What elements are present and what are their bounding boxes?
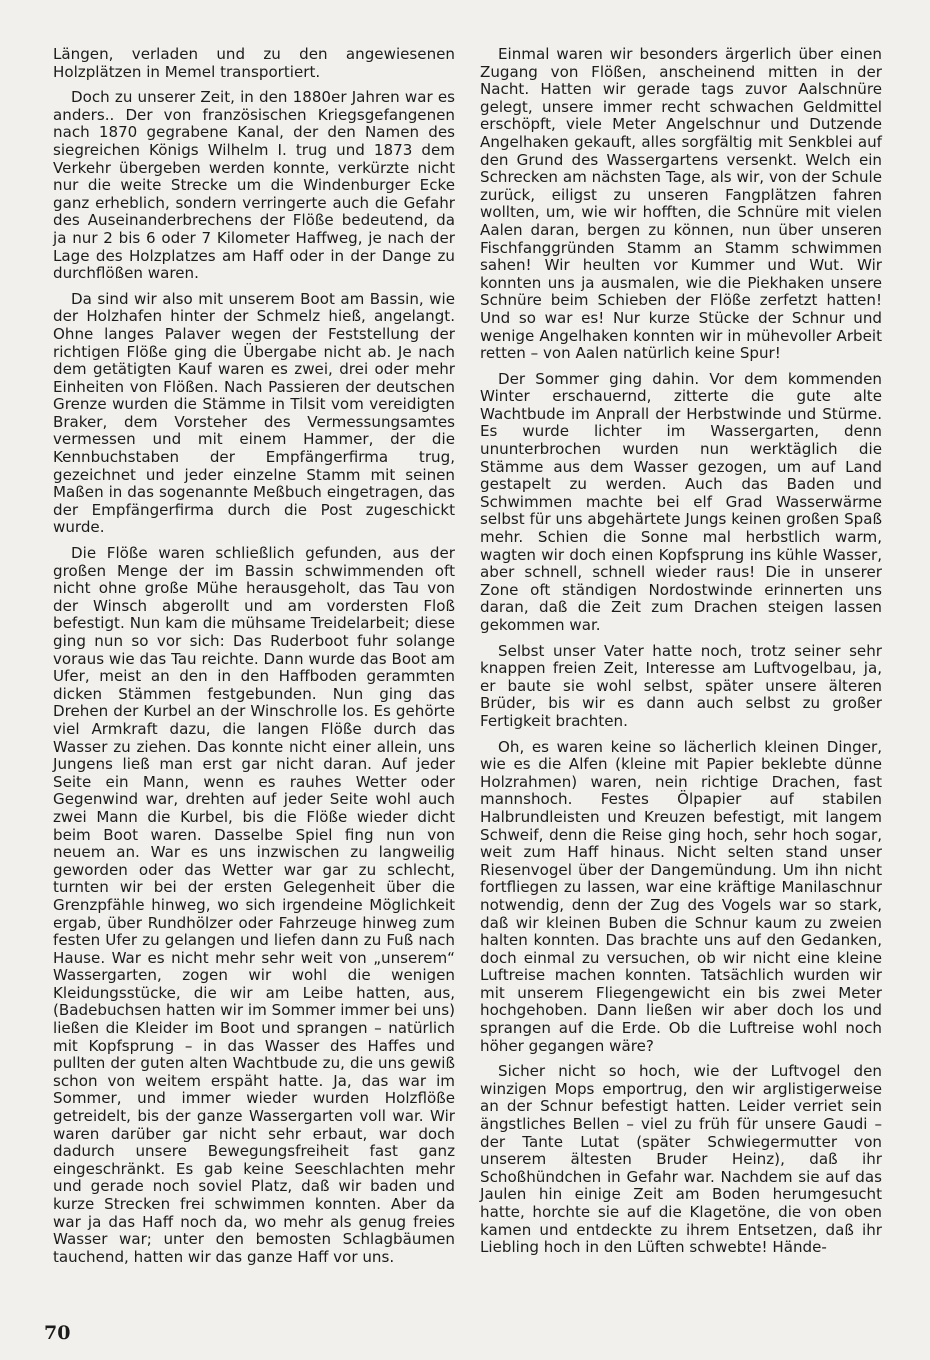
- right-column: [480, 46, 882, 1265]
- paragraph: Da sind wir also mit unserem Boot am Bassin, wie der Holzhafen hinter der Schmelz hieß, angelangt. Ohne langes Palaver wegen der Feststellung der richtigen Flöße ging die Übergabe nicht ab. Je nach dem getätigten Kauf waren es zwei, drei oder mehr Einheiten von Flößen. Nach Passieren der deutschen Grenze wurden die Stämme in Tilsit vom vereidigten Braker, dem Vorsteher des Vermessungsamtes vermessen und mit einem Hammer, der die Kennbuchstaben der Empfängerfirma trug, gezeichnet und jeder einzelne Stamm mit seinen Maßen in das sogenannte Meßbuch eingetragen, das der Empfängerfirma durch die Post zugeschickt wurde.: [53, 289, 455, 537]
- paragraph: Doch zu unserer Zeit, in den 1880er Jahren war es anders.. Der von französischen Kriegsgefangenen nach 1870 gegrabene Kanal, der den Namen des siegreichen Königs Wilhelm I. trug und 1873 dem Verkehr übergeben werden konnte, verkürzte nicht nur die weite Strecke um die Windenburger Ecke ganz erheblich, sondern verringerte auch die Gefahr des Auseinanderbrechens der Flöße bedeutend, da ja nur 2 bis 6 oder 7 Kilometer Haffweg, je nach der Lage des Holzplatzes am Haff oder in der Dange zu durchflößen waren.: [53, 88, 455, 283]
- paragraph: Die Flöße waren schließlich gefunden, aus der großen Menge der im Bassin schwimmenden oft nicht ohne große Mühe herausgeholt, das Tau von der Winsch abgerollt und am vordersten Floß befestigt. Nun kam die mühsame Treidelarbeit; diese ging nun so vor sich: Das Ruderboot fuhr solange voraus wie das Tau reichte. Dann wurde das Boot am Ufer, meist an den in den Haffboden gerammten dicken Stämmen festgebunden. Nun ging das Drehen der Kurbel an der Winschrolle los. Es gehörte viel Armkraft dazu, die langen Flöße durch das Wasser zu ziehen. Das konnte nicht einer allein, uns Jungens ließ man erst gar nicht daran. Auf jeder Seite ein Mann, wenn es rauhes Wetter oder Gegenwind war, drehten auf jeder Seite wohl auch zwei Mann die Kurbel, bis die Flöße wieder dicht beim Boot waren. Dasselbe Spiel fing nun von neuem an. War es uns inzwischen zu langweilig geworden oder das Wetter war gar zu schlecht, turnten wir bei der ersten Gelegenheit über die Grenzpfähle hinweg, wo sich irgendeine Möglichkeit ergab, über Rundhölzer oder Fahrzeuge hinweg zum festen Ufer zu gelangen und liefen dann zu Fuß nach Hause. War es nicht mehr sehr weit von „unserem“ Wassergarten, zogen wir wohl die wenigen Kleidungsstücke, die wir am Leibe hatten, aus, (Badebuchsen hatten wir im Sommer immer bei uns) ließen die Kleider im Boot und sprangen – natürlich mit Kopfsprung – in das Wasser des Haffes und pullten der guten alten Wachtbude zu, die uns gewiß schon von weitem erspäht hatte. Ja, das war im Sommer, und immer wieder wurden Holzflöße getreidelt, bis der ganze Wassergarten voll war. Wir waren darüber gar nicht sehr erbaut, war doch dadurch unsere Bewegungsfreiheit fast ganz eingeschränkt. Es gab keine Seeschlachten mehr und gerade noch soviel Platz, daß wir baden und kurze Strecken frei schwimmen konnten. Aber da war ja das Haff noch da, wo mehr als genug freies Wasser war; unter den bemosten Schlagbäumen tauchend, hatten wir das ganze Haff vor uns.: [53, 544, 455, 1266]
- paragraph: Der Sommer ging dahin. Vor dem kommenden Winter erschauernd, zitterte die gute alte Wachtbude im Anprall der Herbstwinde und Stürme. Es wurde lichter im Wassergarten, denn ununterbrochen wurden nun werktäglich die Stämme aus dem Wasser gezogen, um auf Land gestapelt zu werden. Auch das Baden und Schwimmen machte bei elf Grad Wasserwärme selbst für uns abgehärtete Jungs keinen großen Spaß mehr. Schien die Sonne mal herbstlich warm, wagten wir doch einen Kopfsprung ins kühle Wasser, aber schnell, schnell wieder raus! Die in unserer Zone oft ständigen Nordostwinde erinnerten uns daran, daß die Zeit zum Drachen steigen lassen gekommen war.: [480, 369, 882, 634]
- paragraph: Einmal waren wir besonders ärgerlich über einen Zugang von Flößen, anscheinend mitten in der Nacht. Hatten wir gerade tags zuvor Aalschnüre gelegt, unsere immer recht schwachen Geldmittel erschöpft, viele Meter Angelschnur und Dutzende Angelhaken gekauft, alles sorgfältig mit Senkblei auf den Grund des Wassergartens versenkt. Welch ein Schrecken am nächsten Tage, als wir, von der Schule zurück, eiligst zu unseren Fangplätzen fahren wollten, um, wie wir hofften, die Schnüre mit vielen Aalen daran, bergen zu können, nun über unseren Fischfanggründen Stamm an Stamm schwimmen sahen! Wir heulten vor Kummer und Wut. Wir konnten uns ja ausmalen, wie die Piekhaken unsere Schnüre beim Schieben der Flöße zerfetzt hatten! Und so war es! Nur kurze Stücke der Schnur und wenige Angelhaken konnten wir in mühevoller Arbeit retten – von Aalen natürlich keine Spur!: [480, 45, 882, 363]
- paragraph: Sicher nicht so hoch, wie der Luftvogel den winzigen Mops emportrug, den wir arglistigerweise an der Schnur befestigt hatten. Leider verriet sein ängstliches Bellen – viel zu früh für unsere Gaudi – der Tante Lutat (später Schwiegermutter von unserem ältesten Bruder Heinz), daß ihr Schoßhündchen in Gefahr war. Nachdem sie auf das Jaulen hin einige Zeit am Boden herumgesucht hatte, horchte sie auf die Klagetöne, die von oben kamen und entdeckte zu ihrem Entsetzen, daß ihr Liebling hoch in den Lüften schwebte! Hände-: [480, 1062, 882, 1257]
- page-number: 70: [44, 1322, 71, 1344]
- left-column: [53, 46, 455, 1274]
- paragraph: Längen, verladen und zu den angewiesenen Holzplätzen in Memel transportiert.: [53, 45, 455, 81]
- paragraph: Selbst unser Vater hatte noch, trotz seiner sehr knappen freien Zeit, Interesse am Luftvogelbau, ja, er baute sie wohl selbst, später unsere älteren Brüder, bis wir es dann auch selbst zu großer Fertigkeit brachten.: [480, 641, 882, 730]
- paragraph: Oh, es waren keine so lächerlich kleinen Dinger, wie es die Alfen (kleine mit Papier beklebte dünne Holzrahmen) waren, nein richtige Drachen, fast mannshoch. Festes Ölpapier auf stabilen Halbrundleisten und Kreuzen befestigt, mit langem Schweif, denn die Reise ging hoch, sehr hoch sogar, weit zum Haff hinaus. Nicht selten stand unser Riesenvogel über der Dangemündung. Um ihn nicht fortfliegen zu lassen, war eine kräftige Manilaschnur notwendig, denn der Zug des Vogels war so stark, daß wir kleinen Buben die Schnur kaum zu zweien halten konnten. Das brachte uns auf den Gedanken, doch einmal zu versuchen, ob wir nicht eine kleine Luftreise machen konnten. Tatsächlich wurden wir mit unserem Fliegengewicht ein bis zwei Meter hochgehoben. Dann ließen wir aber doch los und sprangen auf die Erde. Ob die Luftreise wohl noch höher gegangen wäre?: [480, 737, 882, 1055]
